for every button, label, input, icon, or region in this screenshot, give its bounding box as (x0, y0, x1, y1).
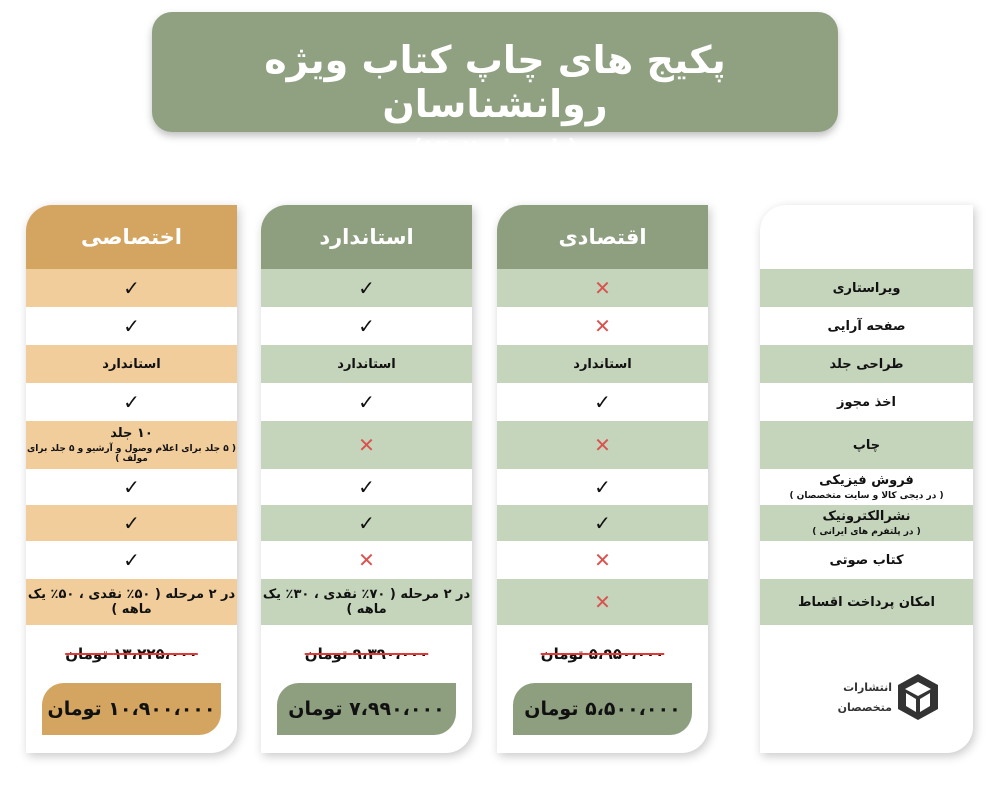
logo-text: انتشارات متخصصان (837, 681, 892, 714)
cell-exclusive-layout (26, 307, 237, 345)
cell-economic-license (497, 383, 708, 421)
package-header-economic: اقتصادی (497, 205, 708, 269)
cell-economic-ebook (497, 505, 708, 541)
feature-ebook: نشرالکترونیک ( در پلتفرم های ایرانی ) (760, 505, 973, 541)
check-icon: ✓ (123, 548, 140, 572)
feature-audiobook: کتاب صوتی (829, 552, 904, 568)
cell-economic-cover (497, 345, 708, 383)
cell-standard-installments (261, 579, 472, 625)
cell-standard-cover (261, 345, 472, 383)
check-icon: ✓ (594, 390, 611, 414)
cell-exclusive-editing (26, 269, 237, 307)
package-card-economic (497, 205, 708, 753)
package-header-standard: استاندارد (261, 205, 472, 269)
check-icon: ✓ (123, 390, 140, 414)
check-icon: ✓ (123, 475, 140, 499)
cell-text: استاندارد (573, 356, 632, 372)
check-icon: ✓ (358, 314, 375, 338)
page-title: پکیج های چاپ کتاب ویژه روانشناسان (264, 38, 726, 126)
package-card-exclusive (26, 205, 237, 753)
cell-text: استاندارد (102, 356, 161, 372)
package-header-exclusive: اختصاصی (26, 205, 237, 269)
page-subtitle: (تابستان ۱۴۰۲) (412, 136, 578, 161)
cross-icon: ✕ (358, 433, 375, 457)
check-icon: ✓ (358, 276, 375, 300)
cell-text: ۱۰ جلد (110, 426, 153, 441)
old-price-economic: ۵،۹۵۰،۰۰۰ تومان (540, 645, 665, 663)
cell-economic-layout (497, 307, 708, 345)
check-icon: ✓ (594, 511, 611, 535)
cell-economic-editing (497, 269, 708, 307)
check-icon: ✓ (358, 390, 375, 414)
cell-text: در ۲ مرحله ( ۷۰٪ نقدی ، ۳۰٪ یک ماهه ) (262, 587, 471, 617)
feature-physical-sale: فروش فیزیکی ( در دیجی کالا و سایت متخصصان ) (789, 473, 944, 501)
feature-print: چاپ (760, 421, 973, 469)
cross-icon: ✕ (594, 590, 611, 614)
cell-standard-layout (261, 307, 472, 345)
cell-exclusive-cover (26, 345, 237, 383)
cross-icon: ✕ (594, 548, 611, 572)
cell-exclusive-license (26, 383, 237, 421)
old-price-standard: ۹،۳۹۰،۰۰۰ تومان (304, 645, 429, 663)
cell-standard-license (261, 383, 472, 421)
cell-exclusive-installments (26, 579, 237, 625)
check-icon: ✓ (123, 511, 140, 535)
check-icon: ✓ (123, 276, 140, 300)
feature-layout: صفحه آرایی (827, 318, 906, 334)
old-price-exclusive: ۱۳،۲۲۵،۰۰۰ تومان (65, 645, 198, 663)
cell-exclusive-print (26, 421, 237, 469)
cell-text: در ۲ مرحله ( ۵۰٪ نقدی ، ۵۰٪ یک ماهه ) (27, 587, 236, 617)
cell-economic-print (497, 421, 708, 469)
cell-standard-print (261, 421, 472, 469)
cross-icon: ✕ (594, 433, 611, 457)
cell-standard-audiobook (261, 541, 472, 579)
feature-editing: ویراستاری (760, 269, 973, 307)
check-icon: ✓ (358, 475, 375, 499)
feature-note: ( در پلتفرم های ایرانی ) (812, 527, 921, 537)
feature-license: اخذ مجوز (837, 394, 896, 410)
cell-exclusive-ebook (26, 505, 237, 541)
cell-standard-physical-sale (261, 469, 472, 505)
features-card (760, 205, 973, 753)
cell-text: استاندارد (337, 356, 396, 372)
publisher-logo (812, 672, 942, 728)
feature-cover-design: طراحی جلد (760, 345, 973, 383)
cross-icon: ✕ (594, 276, 611, 300)
feature-note: ( در دیجی کالا و سایت متخصصان ) (789, 491, 944, 501)
check-icon: ✓ (123, 314, 140, 338)
package-card-standard (261, 205, 472, 753)
check-icon: ✓ (358, 511, 375, 535)
cube-logo-icon (896, 672, 940, 722)
print-note: ( ۵ جلد برای اعلام وصول و آرشیو و ۵ جلد برای مولف ) (27, 444, 236, 464)
cell-standard-editing (261, 269, 472, 307)
new-price-exclusive: ۱۰،۹۰۰،۰۰۰ تومان (42, 683, 221, 735)
cell-exclusive-physical-sale (26, 469, 237, 505)
cell-standard-ebook (261, 505, 472, 541)
feature-installments: امکان پرداخت اقساط (760, 579, 973, 625)
cell-exclusive-audiobook (26, 541, 237, 579)
new-price-standard: ۷،۹۹۰،۰۰۰ تومان (277, 683, 456, 735)
new-price-economic: ۵،۵۰۰،۰۰۰ تومان (513, 683, 692, 735)
title-banner (152, 12, 838, 161)
check-icon: ✓ (594, 475, 611, 499)
cross-icon: ✕ (358, 548, 375, 572)
cell-economic-audiobook (497, 541, 708, 579)
cell-economic-physical-sale (497, 469, 708, 505)
cross-icon: ✕ (594, 314, 611, 338)
cell-economic-installments (497, 579, 708, 625)
